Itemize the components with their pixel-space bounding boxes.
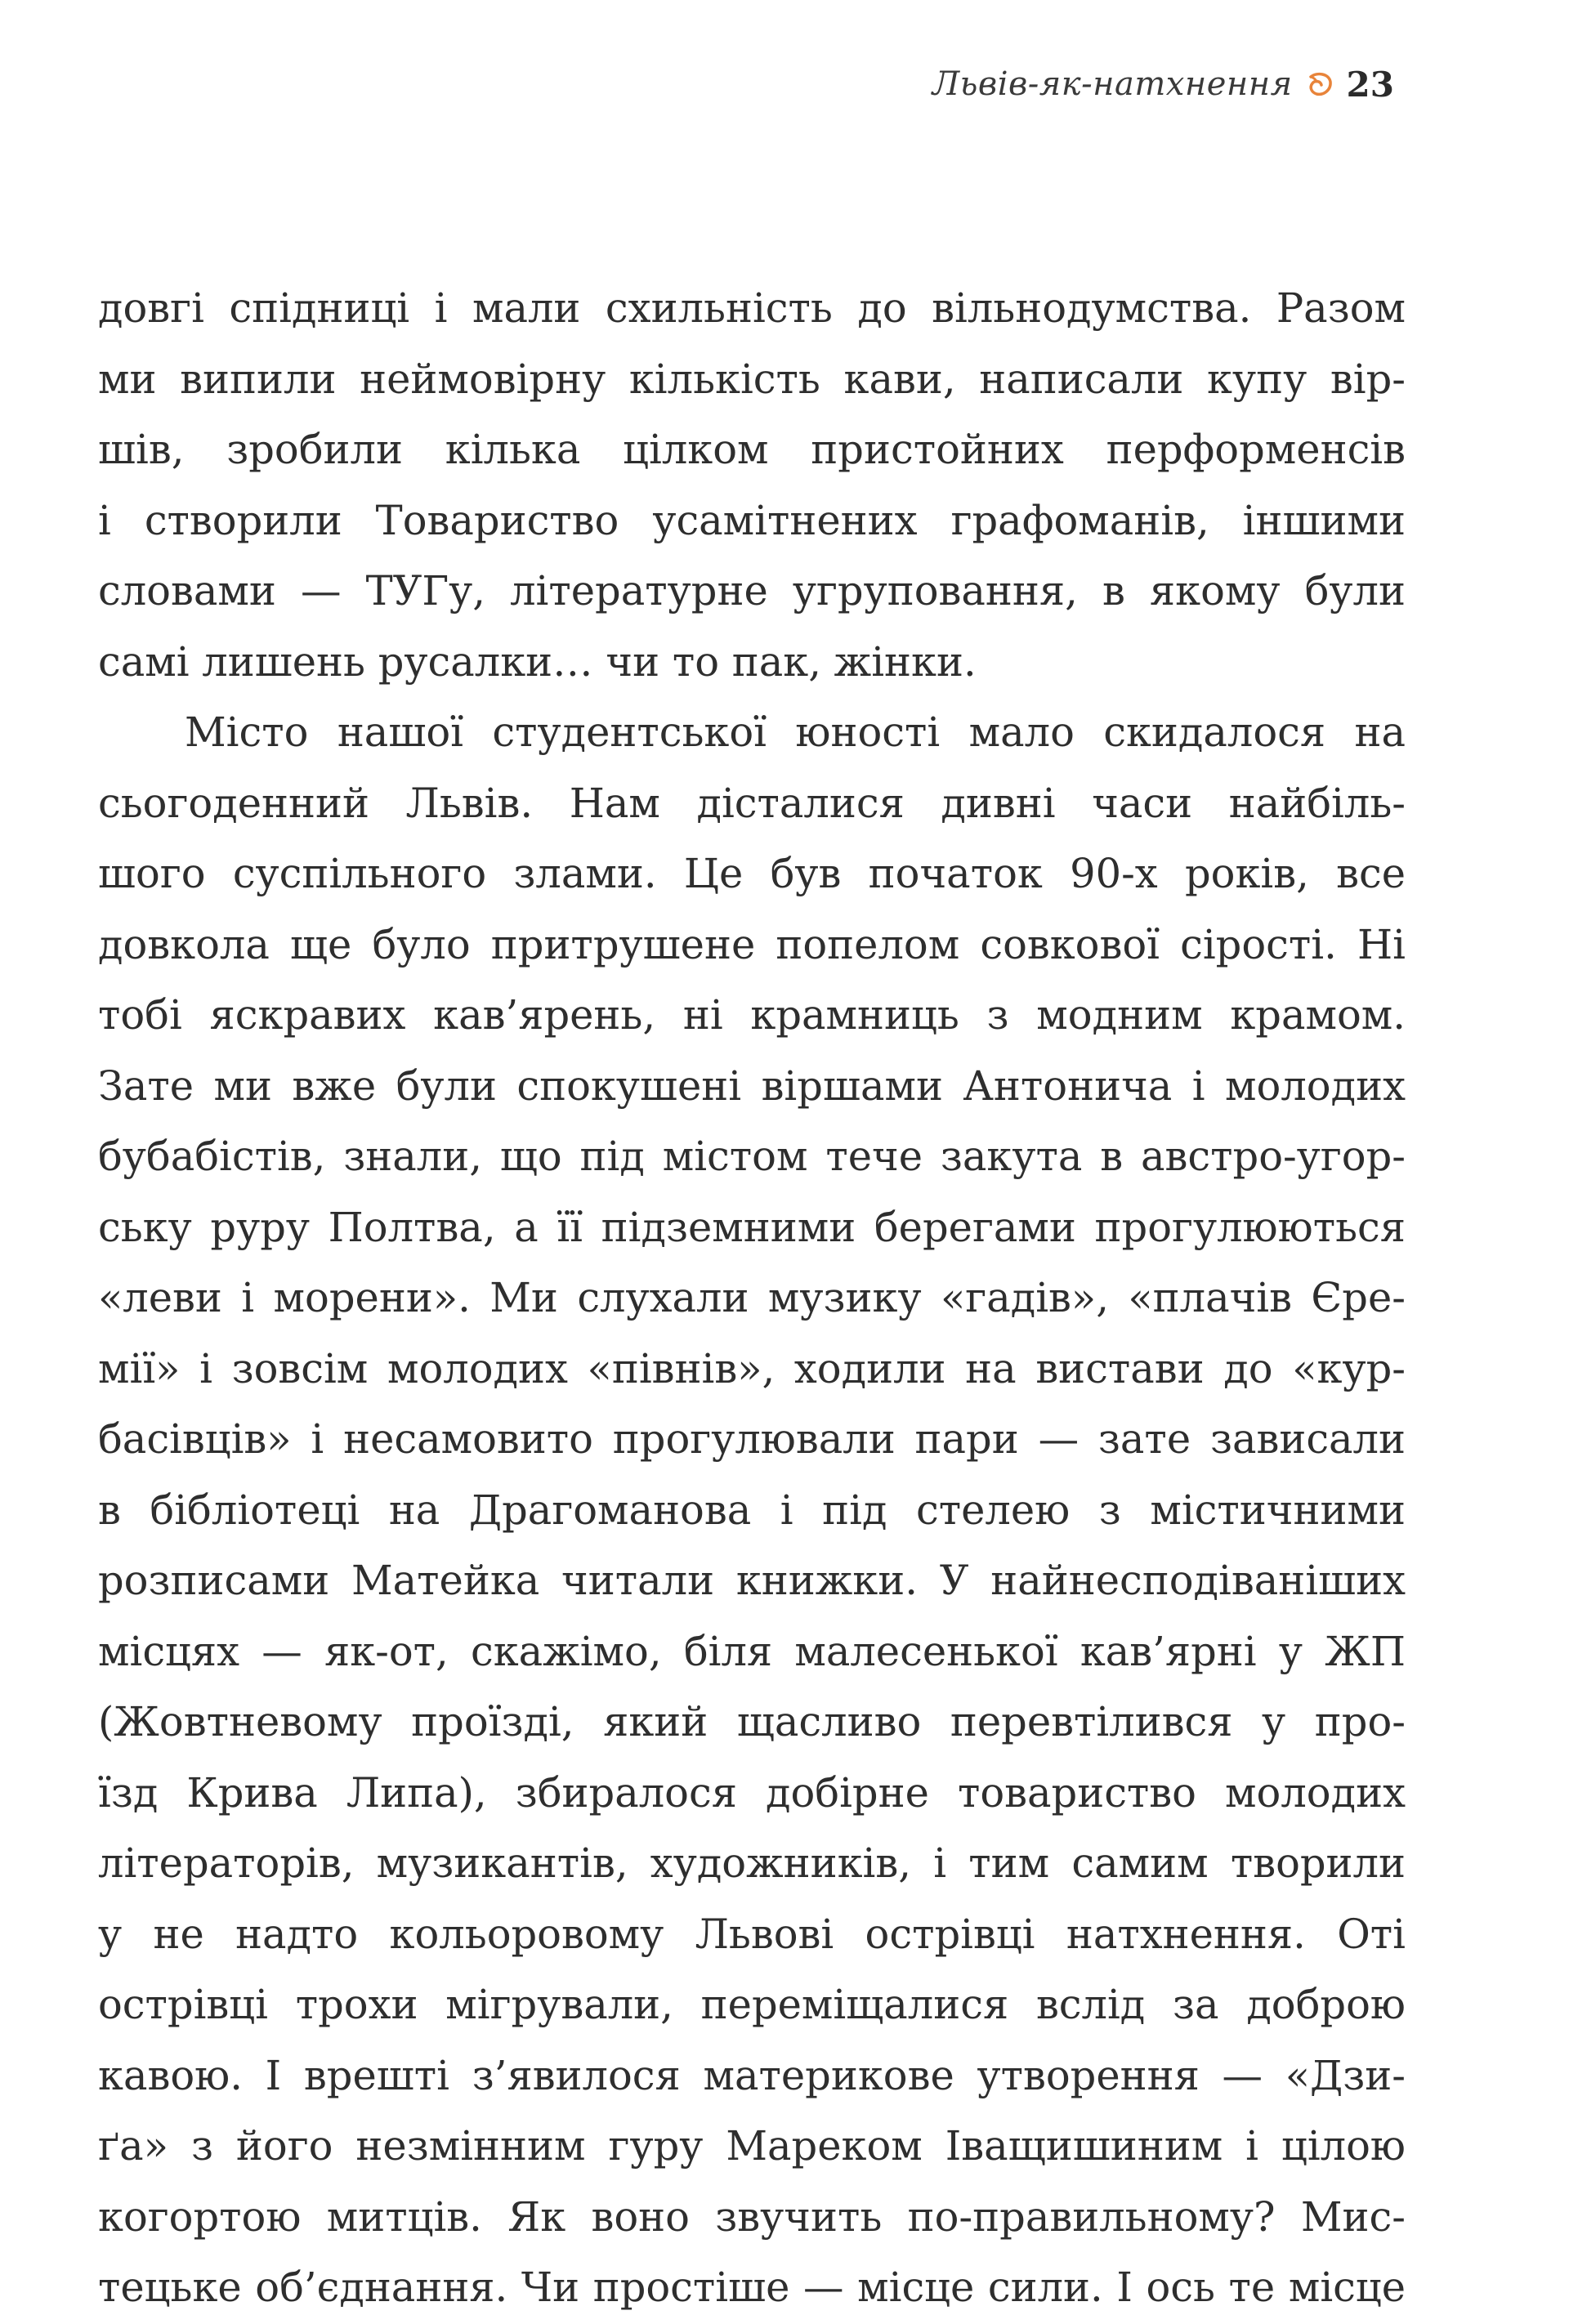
text-line: довкола ще було притрушене попелом совкової сірості. Ні: [98, 920, 1406, 968]
text-line: ґа» з його незмінним гуру Мареком Іващишиним і цілою: [98, 2122, 1406, 2170]
text-line: ми випили неймовірну кількість кави, написали купу вір-: [98, 355, 1406, 403]
text-line: їзд Крива Липа), збиралося добірне товариство молодих: [98, 1768, 1406, 1817]
text-line: Зате ми вже були спокушені віршами Антонича і молодих: [98, 1061, 1406, 1110]
text-line: самі лишень русалки… чи то пак, жінки.: [98, 637, 977, 686]
text-line: когортою митців. Як воно звучить по-правильному? Мис-: [98, 2192, 1406, 2241]
text-line: шого суспільного злами. Це був початок 90-х років, все: [98, 850, 1406, 897]
text-line: і створили Товариство усамітнених графоманів, іншими: [98, 496, 1406, 544]
text-line: тецьке об’єднання. Чи простіше — місце сили. І ось те місце: [98, 2264, 1406, 2311]
text-line: шів, зробили кілька цілком пристойних перформенсів: [98, 426, 1406, 473]
text-line: довгі спідниці і мали схильність до вільнодумства. Разом: [98, 284, 1406, 332]
text-line: острівці трохи мігрували, переміщалися вслід за доброю: [98, 1981, 1406, 2028]
text-line: басівців» і несамовито прогулювали пари — зате зависали: [98, 1415, 1406, 1463]
page-number: 23: [1346, 64, 1394, 105]
text-line: кавою. І врешті з’явилося материкове утворення — «Дзи-: [98, 2051, 1406, 2099]
text-line: сьогоденний Львів. Нам дісталися дивні часи найбіль-: [98, 779, 1406, 827]
orange-leaf-icon: [1306, 70, 1334, 98]
text-line: у не надто кольоровому Львові острівці натхнення. Оті: [98, 1910, 1406, 1958]
text-line: ську руру Полтва, а її підземними берегами прогулюються: [98, 1203, 1406, 1251]
text-line: «леви і морени». Ми слухали музику «гадів», «плачів Єре-: [98, 1274, 1406, 1321]
text-line: тобі яскравих кав’ярень, ні крамниць з модним крамом.: [98, 991, 1406, 1039]
text-line: місцях — як-от, скажімо, біля малесенької кав’ярні у ЖП: [98, 1627, 1406, 1675]
paragraph-1: [98, 273, 1406, 697]
text-line: в бібліотеці на Драгоманова і під стелею з містичними: [98, 1486, 1406, 1534]
running-title: Львів-як-натхнення: [932, 65, 1293, 103]
running-head: [932, 56, 1394, 113]
paragraph-2: [98, 697, 1406, 2323]
text-line: бубабістів, знали, що під містом тече закута в австро-угор-: [98, 1133, 1406, 1180]
text-line: Місто нашої студентської юності мало скидалося на: [185, 708, 1406, 756]
text-line: розписами Матейка читали книжки. У найнесподіваніших: [98, 1557, 1406, 1604]
text-line: словами — ТУГу, літературне угруповання, в якому були: [98, 567, 1406, 615]
text-line: мії» і зовсім молодих «півнів», ходили на вистави до «кур-: [98, 1344, 1406, 1392]
body-text: [98, 273, 1406, 2323]
text-line: (Жовтневому проїзді, який щасливо перевтілився у про-: [98, 1698, 1406, 1745]
text-line: літераторів, музикантів, художників, і тим самим творили: [98, 1839, 1406, 1887]
